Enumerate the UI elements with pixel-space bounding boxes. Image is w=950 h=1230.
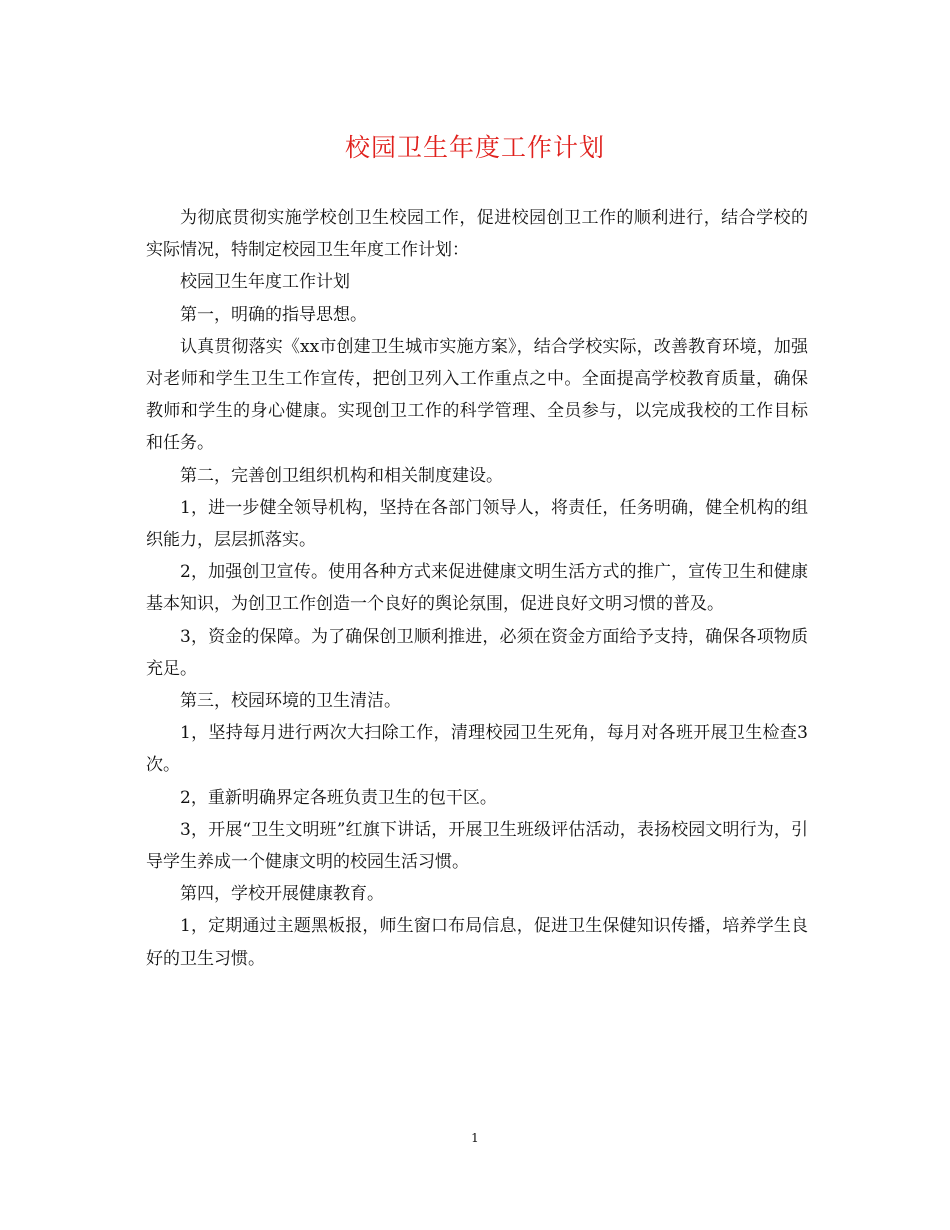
paragraph-item-2-1: 1，进一步健全领导机构，坚持在各部门领导人，将责任，任务明确，健全机构的组织能力，层层抓落实。 [146, 497, 808, 551]
section-heading-4: 第四，学校开展健康教育。 [180, 884, 384, 905]
document-body [146, 202, 808, 975]
paragraph-item-3-2: 2，重新明确界定各班负责卫生的包干区。 [180, 787, 497, 808]
paragraph-item-4-1: 1，定期通过主题黑板报，师生窗口布局信息，促进卫生保健知识传播，培养学生良好的卫生习惯。 [146, 916, 808, 969]
section-heading-1: 第一，明确的指导思想。 [180, 304, 367, 325]
paragraph-section-1: 认真贯彻落实《xx市创建卫生城市实施方案》，结合学校实际，改善教育环境，加强对老师和学生卫生工作宣传，把创卫列入工作重点之中。全面提高学校教育质量，确保教师和学生的身心健康。实现创卫工作的科学管理、全员参与，以完成我校的工作目标和任务。 [146, 336, 808, 454]
paragraph-item-3-3: 3，开展“卫生文明班”红旗下讲话，开展卫生班级评估活动，表扬校园文明行为，引导学生养成一个健康文明的校园生活习惯。 [146, 819, 808, 873]
section-heading-2: 第二，完善创卫组织机构和相关制度建设。 [180, 465, 503, 486]
paragraph-intro: 为彻底贯彻实施学校创卫生校园工作，促进校园创卫工作的顺利进行，结合学校的实际情况，特制定校园卫生年度工作计划： [146, 208, 808, 261]
paragraph-subtitle: 校园卫生年度工作计划 [180, 272, 350, 293]
section-heading-3: 第三，校园环境的卫生清洁。 [180, 691, 401, 712]
paragraph-item-3-1: 1，坚持每月进行两次大扫除工作，清理校园卫生死角，每月对各班开展卫生检查3次。 [146, 723, 808, 776]
document-title: 校园卫生年度工作计划 [344, 133, 605, 162]
paragraph-item-2-2: 2，加强创卫宣传。使用各种方式来促进健康文明生活方式的推广，宣传卫生和健康基本知识，为创卫工作创造一个良好的舆论氛围，促进良好文明习惯的普及。 [146, 562, 808, 615]
page-number: 1 [471, 1131, 479, 1145]
paragraph-item-2-3: 3，资金的保障。为了确保创卫顺利推进，必须在资金方面给予支持，确保各项物质充足。 [146, 626, 808, 679]
